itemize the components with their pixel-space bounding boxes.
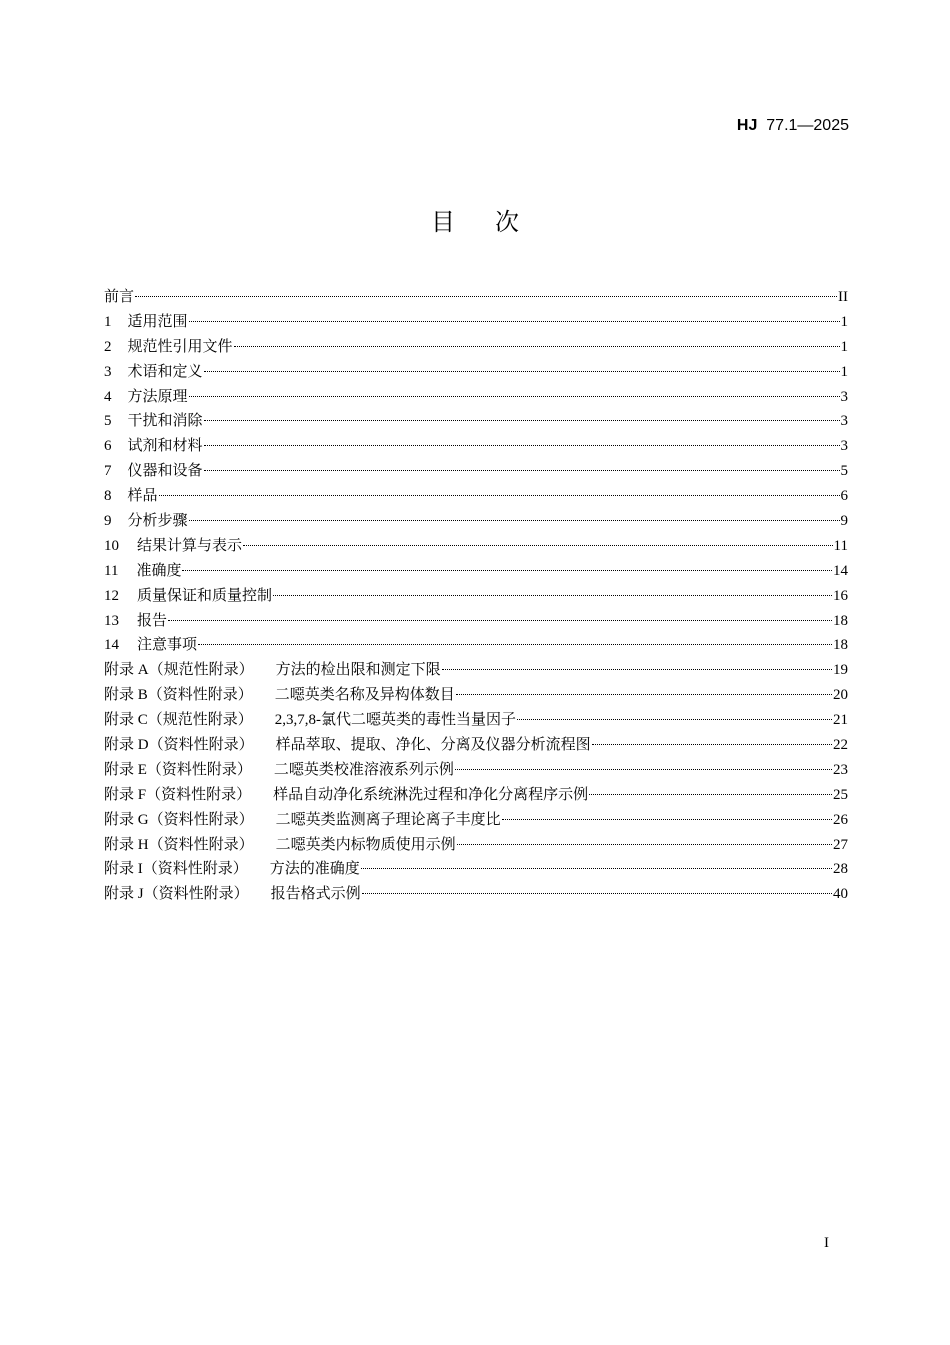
- toc-entry-label: 分析步骤: [127, 513, 188, 530]
- toc-entry-number: 附录 J（资料性附录）: [104, 886, 249, 903]
- toc-dot-leader: [517, 718, 832, 720]
- toc-entry-number: 附录 B（资料性附录）: [104, 687, 253, 704]
- toc-dot-leader: [502, 818, 832, 820]
- toc-entry: [104, 335, 848, 360]
- toc-entry-number: 附录 E（资料性附录）: [104, 761, 252, 778]
- toc-dot-leader: [234, 345, 840, 347]
- toc-entry: [104, 534, 848, 559]
- toc-entry-label: 二噁英类内标物质使用示例: [275, 836, 456, 853]
- toc-dot-leader: [189, 395, 840, 397]
- toc-entry-number: 12: [104, 587, 119, 604]
- toc-dot-leader: [243, 544, 833, 546]
- toc-entry-label: 适用范围: [127, 313, 188, 330]
- toc-entry: [104, 882, 848, 907]
- toc-entry: [104, 409, 848, 434]
- toc-entry-label: 样品: [127, 488, 158, 505]
- toc-entry-page: 3: [840, 413, 848, 430]
- toc-entry-page: 3: [840, 388, 848, 405]
- toc-entry-label: 二噁英类监测离子理论离子丰度比: [275, 811, 501, 828]
- toc-entry: [104, 708, 848, 733]
- toc-entry: [104, 633, 848, 658]
- toc-entry-label: 质量保证和质量控制: [137, 587, 273, 604]
- toc-entry-page: 27: [833, 836, 848, 853]
- toc-entry-label: 二噁英类名称及异构体数目: [274, 687, 455, 704]
- toc-entry-label: 2,3,7,8-氯代二噁英类的毒性当量因子: [274, 712, 517, 729]
- toc-entry-label: 样品萃取、提取、净化、分离及仪器分析流程图: [275, 737, 591, 754]
- toc-entry-number: 1: [104, 313, 112, 330]
- toc-entry-label: 仪器和设备: [127, 463, 203, 480]
- toc-entry-page: 1: [840, 313, 848, 330]
- toc-entry-number: 8: [104, 488, 112, 505]
- toc-entry-label: 术语和定义: [127, 363, 203, 380]
- toc-entry: [104, 683, 848, 708]
- toc-entry: [104, 609, 848, 634]
- toc-entry-label: 前言: [104, 289, 135, 305]
- toc-entry-label: 干扰和消除: [127, 413, 203, 430]
- toc-entry-page: 18: [833, 612, 848, 629]
- toc-entry-page: 20: [833, 687, 848, 704]
- toc-entry-page: 21: [833, 712, 848, 729]
- toc-dot-leader: [589, 793, 832, 795]
- toc-dot-leader: [198, 643, 832, 645]
- toc-entry-number: 11: [104, 562, 119, 579]
- toc-entry: [104, 758, 848, 783]
- toc-entry-number: 2: [104, 338, 112, 355]
- toc-entry: [104, 733, 848, 758]
- toc-entry: [104, 857, 848, 882]
- standard-code: [737, 116, 849, 136]
- table-of-contents: [104, 285, 848, 907]
- toc-dot-leader: [273, 594, 832, 596]
- toc-entry-label: 方法原理: [127, 388, 188, 405]
- toc-dot-leader: [361, 867, 832, 869]
- toc-dot-leader: [204, 370, 840, 372]
- toc-entry-page: 14: [833, 562, 848, 579]
- toc-entry-page: 11: [833, 537, 848, 554]
- toc-entry-page: 3: [840, 438, 848, 455]
- toc-entry-page: 22: [833, 737, 848, 754]
- toc-entry-page: 19: [833, 662, 848, 679]
- toc-dot-leader: [189, 519, 840, 521]
- toc-entry-number: 9: [104, 513, 112, 530]
- toc-entry-number: 附录 G（资料性附录）: [104, 811, 254, 828]
- toc-entry-number: 6: [104, 438, 112, 455]
- toc-entry-page: 6: [840, 488, 848, 505]
- toc-entry: [104, 484, 848, 509]
- toc-dot-leader: [592, 743, 832, 745]
- toc-dot-leader: [189, 320, 840, 322]
- toc-entry: [104, 360, 848, 385]
- toc-entry: [104, 808, 848, 833]
- toc-entry: [104, 285, 848, 310]
- toc-entry-page: 40: [833, 886, 848, 903]
- toc-dot-leader: [442, 668, 832, 670]
- standard-code-number: 77.1—2025: [766, 117, 849, 134]
- toc-entry-number: 附录 D（资料性附录）: [104, 737, 254, 754]
- toc-dot-leader: [456, 693, 832, 695]
- toc-entry: [104, 658, 848, 683]
- toc-entry: [104, 310, 848, 335]
- toc-entry-label: 报告格式示例: [270, 886, 361, 903]
- toc-entry-label: 结果计算与表示: [137, 537, 243, 554]
- toc-entry-label: 报告: [137, 612, 168, 629]
- standard-code-prefix: HJ: [736, 117, 758, 134]
- toc-entry-number: 附录 I（资料性附录）: [104, 861, 248, 878]
- toc-entry: [104, 559, 848, 584]
- toc-entry-number: 附录 H（资料性附录）: [104, 836, 254, 853]
- toc-entry-page: 9: [840, 513, 848, 530]
- toc-entry-label: 注意事项: [137, 637, 198, 654]
- page-number: I: [824, 1235, 829, 1251]
- toc-entry-number: 3: [104, 363, 112, 380]
- toc-dot-leader: [362, 892, 832, 894]
- toc-entry-number: 4: [104, 388, 112, 405]
- toc-entry-label: 二噁英类校准溶液系列示例: [273, 761, 454, 778]
- toc-entry-page: II: [838, 289, 848, 305]
- toc-dot-leader: [204, 469, 840, 471]
- toc-entry-page: 1: [840, 363, 848, 380]
- toc-entry: [104, 833, 848, 858]
- toc-entry-number: 附录 C（规范性附录）: [104, 712, 253, 729]
- toc-entry-page: 1: [840, 338, 848, 355]
- toc-entry-label: 规范性引用文件: [127, 338, 233, 355]
- toc-entry-label: 准确度: [136, 562, 182, 579]
- toc-dot-leader: [135, 295, 837, 297]
- toc-entry-page: 26: [833, 811, 848, 828]
- toc-entry-number: 附录 F（资料性附录）: [104, 786, 252, 803]
- toc-entry-label: 样品自动净化系统淋洗过程和净化分离程序示例: [273, 786, 589, 803]
- toc-dot-leader: [168, 619, 832, 621]
- toc-entry-number: 10: [104, 537, 119, 554]
- toc-title: 目次: [431, 208, 559, 236]
- toc-entry: [104, 783, 848, 808]
- toc-entry: [104, 584, 848, 609]
- toc-dot-leader: [182, 569, 832, 571]
- toc-dot-leader: [204, 419, 840, 421]
- toc-entry-page: 16: [833, 587, 848, 604]
- toc-entry: [104, 459, 848, 484]
- toc-entry-number: 附录 A（规范性附录）: [104, 662, 254, 679]
- toc-entry-number: 13: [104, 612, 119, 629]
- toc-dot-leader: [455, 768, 832, 770]
- toc-entry-number: 14: [104, 637, 119, 654]
- toc-entry-page: 5: [840, 463, 848, 480]
- toc-entry-number: 7: [104, 463, 112, 480]
- toc-entry-label: 方法的检出限和测定下限: [275, 662, 441, 679]
- toc-entry-page: 25: [833, 786, 848, 803]
- toc-entry: [104, 509, 848, 534]
- toc-entry: [104, 434, 848, 459]
- toc-entry-page: 28: [833, 861, 848, 878]
- toc-entry-label: 方法的准确度: [269, 861, 360, 878]
- toc-entry-label: 试剂和材料: [127, 438, 203, 455]
- toc-dot-leader: [457, 843, 832, 845]
- toc-entry: [104, 385, 848, 410]
- toc-dot-leader: [159, 494, 840, 496]
- toc-entry-page: 23: [833, 761, 848, 778]
- toc-entry-number: 5: [104, 413, 112, 430]
- toc-entry-page: 18: [833, 637, 848, 654]
- toc-dot-leader: [204, 444, 840, 446]
